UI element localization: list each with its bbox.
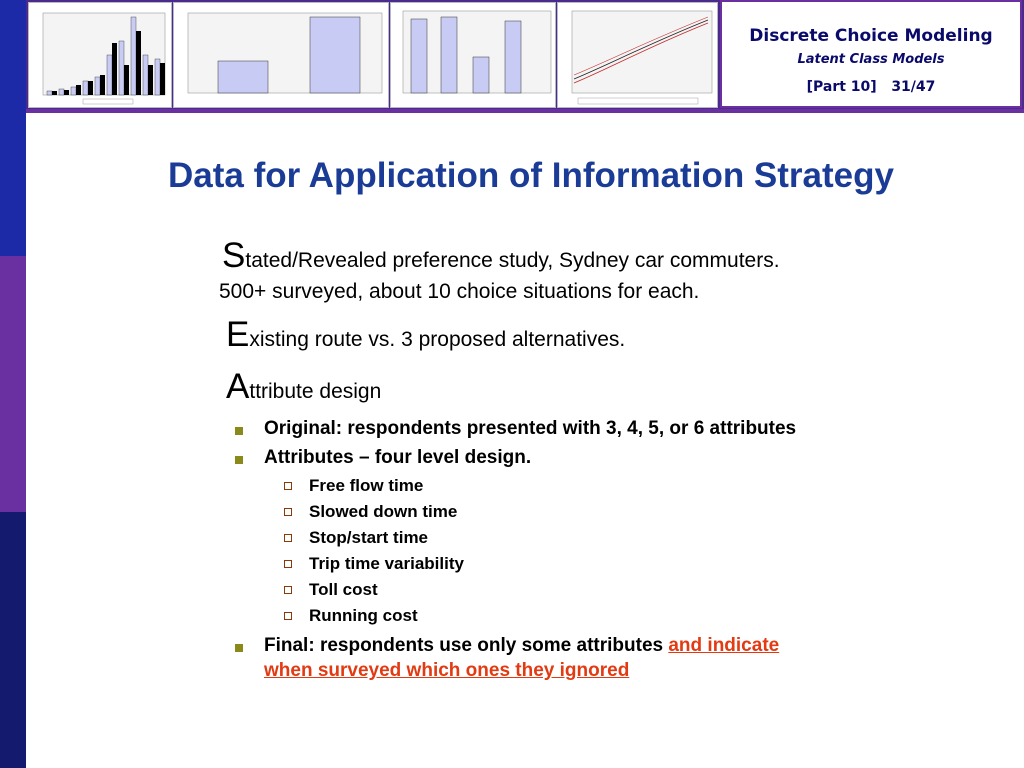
course-subtitle: Latent Class Models (797, 52, 945, 67)
paragraph-attribute (226, 367, 381, 407)
line-plot-thumbnail (557, 2, 718, 108)
bullet-final-text: Final: respondents use only some attributes (264, 635, 669, 656)
header-divider (26, 109, 1024, 113)
sub-bullet-item: Slowed down time (309, 502, 458, 521)
part-and-slide-number (722, 79, 1020, 95)
left-accent-bar (0, 0, 26, 768)
sub-bullet-square-icon (284, 586, 292, 594)
paragraph-attribute-text: ttribute design (249, 380, 382, 403)
slide-title: Data for Application of Information Strategy (168, 156, 894, 195)
bullet-square-icon (235, 644, 243, 652)
sub-bullet-square-icon (284, 612, 292, 620)
histogram-thumbnail (28, 2, 172, 108)
sub-bullet-square-icon (284, 560, 292, 568)
sub-bullet-item: Running cost (309, 606, 418, 625)
sub-bullet-square-icon (284, 508, 292, 516)
bar-chart-thumbnail-2 (390, 2, 556, 108)
slide-number: 31/47 (891, 79, 936, 95)
bullet-final-highlight-line2: when surveyed which ones they ignored (264, 660, 630, 681)
paragraph-route (226, 315, 625, 355)
bullet-original: Original: respondents presented with 3, 4, 5, or 6 attributes (264, 418, 797, 439)
sub-bullet-item: Free flow time (309, 476, 424, 495)
drop-cap-e: E (226, 315, 250, 354)
drop-cap-s: S (222, 236, 246, 275)
sub-bullet-item: Toll cost (309, 580, 378, 599)
bullet-final-highlight: and indicate (668, 635, 780, 656)
bullet-attributes: Attributes – four level design. (264, 447, 532, 468)
paragraph-study-text: tated/Revealed preference study, Sydney car commuters. (245, 249, 780, 272)
paragraph-study-line2: 500+ surveyed, about 10 choice situations for each. (219, 280, 700, 303)
course-title-box (720, 0, 1022, 108)
drop-cap-a: A (226, 367, 250, 406)
part-label: [Part 10] (806, 79, 877, 95)
sub-bullet-square-icon (284, 482, 292, 490)
bullet-square-icon (235, 427, 243, 435)
paragraph-route-text: xisting route vs. 3 proposed alternatives. (249, 328, 626, 351)
sub-bullet-square-icon (284, 534, 292, 542)
sub-bullet-item: Trip time variability (309, 554, 464, 573)
sub-bullet-item: Stop/start time (309, 528, 429, 547)
bar-chart-thumbnail (173, 2, 389, 108)
bullet-square-icon (235, 456, 243, 464)
paragraph-study (222, 236, 780, 276)
course-title: Discrete Choice Modeling (749, 26, 993, 46)
bullet-final (264, 635, 779, 657)
